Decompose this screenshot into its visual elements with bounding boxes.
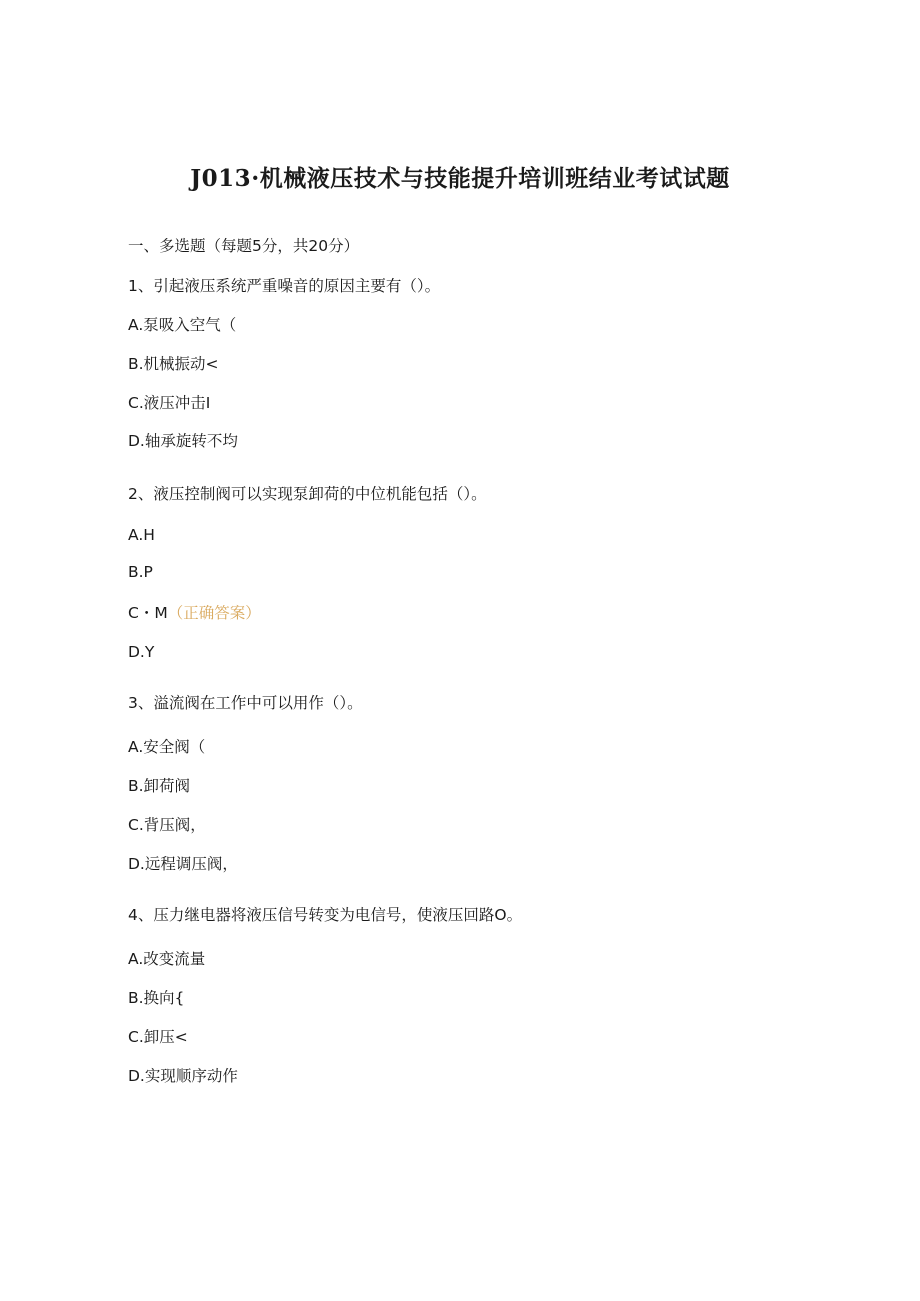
question-3-stem: 3、溢流阀在工作中可以用作（）。 — [128, 694, 363, 712]
question-4-stem: 4、压力继电器将液压信号转变为电信号，使液压回路O。 — [128, 906, 523, 924]
question-2-option-d: D.Y — [128, 643, 155, 661]
question-1-option-c: C.液压冲击I — [128, 394, 211, 412]
question-4-option-b: B.换向{ — [128, 989, 185, 1007]
question-2-option-b: B.P — [128, 563, 153, 581]
question-3-option-b: B.卸荷阀 — [128, 777, 191, 795]
question-4-option-a: A.改变流量 — [128, 950, 206, 968]
question-1-option-a: A.泵吸入空气（ — [128, 316, 237, 334]
correct-answer-note: （正确答案） — [167, 604, 261, 622]
question-2-option-c-line — [128, 603, 261, 623]
question-4-option-c: C.卸压< — [128, 1028, 188, 1046]
question-2-option-c: C・M — [128, 604, 168, 622]
page-title: J013·机械液压技术与技能提升培训班结业考试试题 — [190, 165, 730, 192]
question-2-stem: 2、液压控制阀可以实现泵卸荷的中位机能包括（）。 — [128, 485, 487, 503]
question-3-option-c: C.背压阀， — [128, 816, 206, 834]
question-4-option-d: D.实现顺序动作 — [128, 1067, 238, 1085]
question-1-option-b: B.机械振动< — [128, 355, 219, 373]
question-2-option-a: A.H — [128, 526, 155, 544]
question-3-option-d: D.远程调压阀， — [128, 855, 238, 873]
section-heading: 一、多选题（每题5分，共20分） — [128, 237, 360, 255]
question-1-stem: 1、引起液压系统严重噪音的原因主要有（）。 — [128, 277, 441, 295]
question-1-option-d: D.轴承旋转不均 — [128, 432, 238, 450]
question-3-option-a: A.安全阀（ — [128, 738, 206, 756]
